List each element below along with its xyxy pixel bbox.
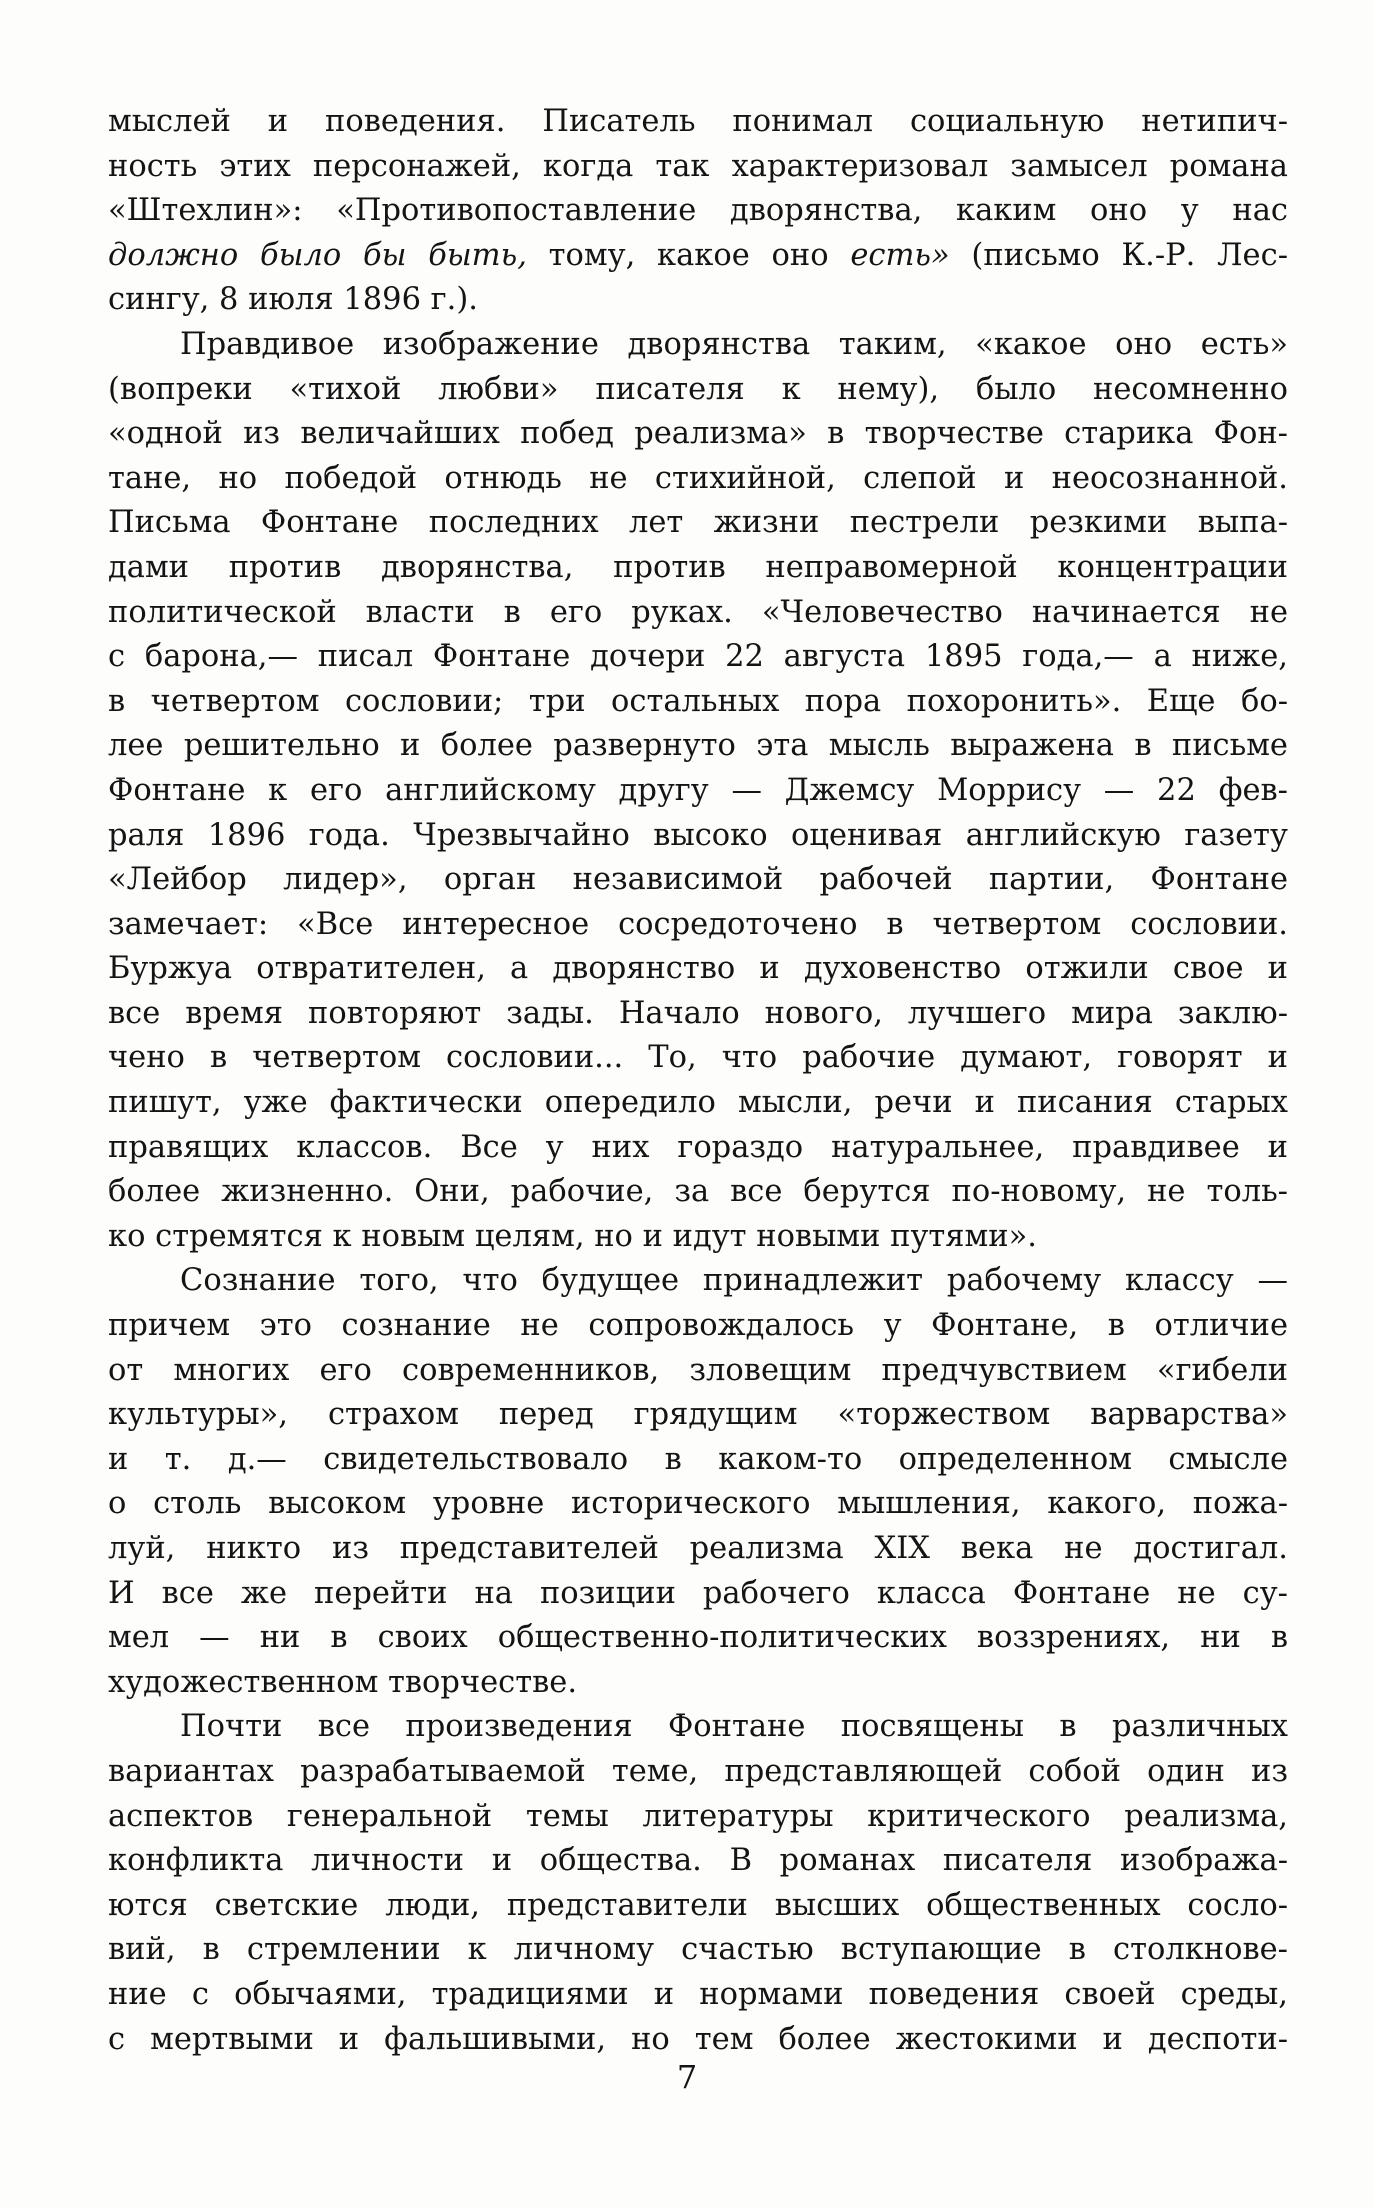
text-line: художественном творчестве. <box>108 1664 578 1700</box>
text-line: ние с обычаями, традициями и нормами поведения своей среды, <box>108 1976 1288 2012</box>
text-line: ность этих персонажей, когда так характеризовал замысел романа <box>108 148 1288 184</box>
text-line: чено в четвертом сословии... То, что рабочие думают, говорят и <box>108 1040 1288 1076</box>
text-line: «Лейбор лидер», орган независимой рабочей партии, Фонтане <box>108 862 1288 898</box>
italic-phrase: есть» <box>850 237 950 273</box>
text-line: все время повторяют зады. Начало нового, лучшего мира заклю- <box>108 995 1288 1031</box>
text-line: Буржуа отвратителен, а дворянство и духовенство отжили свое и <box>108 951 1288 987</box>
text-fragment: (письмо К.-Р. Лес- <box>949 237 1288 273</box>
text-line: с мертвыми и фальшивыми, но тем более жестокими и деспоти- <box>108 2021 1288 2057</box>
text-line: замечает: «Все интересное сосредоточено в четвертом сословии. <box>108 906 1288 942</box>
body-text <box>108 100 1288 2062</box>
page-number: 7 <box>676 2058 698 2096</box>
text-line: дами против дворянства, против неправомерной концентрации <box>108 549 1288 585</box>
text-line: более жизненно. Они, рабочие, за все берутся по-новому, не толь- <box>108 1174 1288 1210</box>
text-line: раля 1896 года. Чрезвычайно высоко оценивая английскую газету <box>108 817 1288 853</box>
text-line: конфликта личности и общества. В романах писателя изобража- <box>108 1843 1288 1879</box>
text-line: и т. д.— свидетельствовало в каком-то определенном смысле <box>108 1441 1288 1477</box>
text-line: Почти все произведения Фонтане посвящены в различных <box>180 1709 1288 1745</box>
text-line: пишут, уже фактически опередило мысли, речи и писания старых <box>108 1085 1288 1121</box>
text-line: Правдивое изображение дворянства таким, «какое оно есть» <box>180 326 1288 362</box>
text-line: аспектов генеральной темы литературы критического реализма, <box>108 1798 1288 1834</box>
italic-phrase: должно было бы быть, <box>108 237 527 273</box>
text-line: ко стремятся к новым целям, но и идут новыми путями». <box>108 1218 1037 1254</box>
text-line: культуры», страхом перед грядущим «торжеством варварства» <box>108 1397 1288 1433</box>
text-line: Письма Фонтане последних лет жизни пестрели резкими выпа- <box>108 505 1288 541</box>
text-fragment: тому, какое оно <box>526 237 851 273</box>
text-line: тане, но победой отнюдь не стихийной, слепой и неосознанной. <box>108 460 1288 496</box>
text-line: Сознание того, что будущее принадлежит рабочему классу — <box>180 1263 1288 1299</box>
text-line: политической власти в его руках. «Человечество начинается не <box>108 594 1288 630</box>
text-line: ются светские люди, представители высших общественных сосло- <box>108 1887 1288 1923</box>
text-line: луй, никто из представителей реализма XIX века не достигал. <box>108 1531 1288 1566</box>
text-line: (вопреки «тихой любви» писателя к нему), было несомненно <box>108 371 1288 407</box>
text-line: лее решительно и более развернуто эта мысль выражена в письме <box>108 728 1288 764</box>
text-line: «Штехлин»: «Противопоставление дворянства, каким оно у нас <box>108 193 1288 229</box>
text-line: от многих его современников, зловещим предчувствием «гибели <box>108 1352 1288 1388</box>
text-line: «одной из величайших побед реализма» в творчестве старика Фон- <box>108 416 1288 452</box>
text-line: причем это сознание не сопровождалось у Фонтане, в отличие <box>108 1308 1288 1344</box>
text-line: мыслей и поведения. Писатель понимал социальную нетипич- <box>108 104 1288 139</box>
text-line: мел — ни в своих общественно-политических воззрениях, ни в <box>108 1620 1288 1656</box>
text-line: вий, в стремлении к личному счастью вступающие в столкнове- <box>108 1932 1288 1968</box>
text-line: о столь высоком уровне исторического мышления, какого, пожа- <box>108 1486 1288 1522</box>
text-line <box>108 234 1288 279</box>
text-line: вариантах разрабатываемой теме, представляющей собой один из <box>108 1753 1288 1789</box>
text-line: И все же перейти на позиции рабочего класса Фонтане не су- <box>108 1575 1288 1611</box>
text-line: в четвертом сословии; три остальных пора похоронить». Еще бо- <box>108 683 1288 719</box>
text-line: Фонтане к его английскому другу — Джемсу Моррису — 22 фев- <box>108 772 1288 808</box>
text-line: сингу, 8 июля 1896 г.). <box>108 282 478 318</box>
text-line: правящих классов. Все у них гораздо натуральнее, правдивее и <box>108 1129 1288 1165</box>
text-line: с барона,— писал Фонтане дочери 22 августа 1895 года,— а ниже, <box>108 639 1288 675</box>
